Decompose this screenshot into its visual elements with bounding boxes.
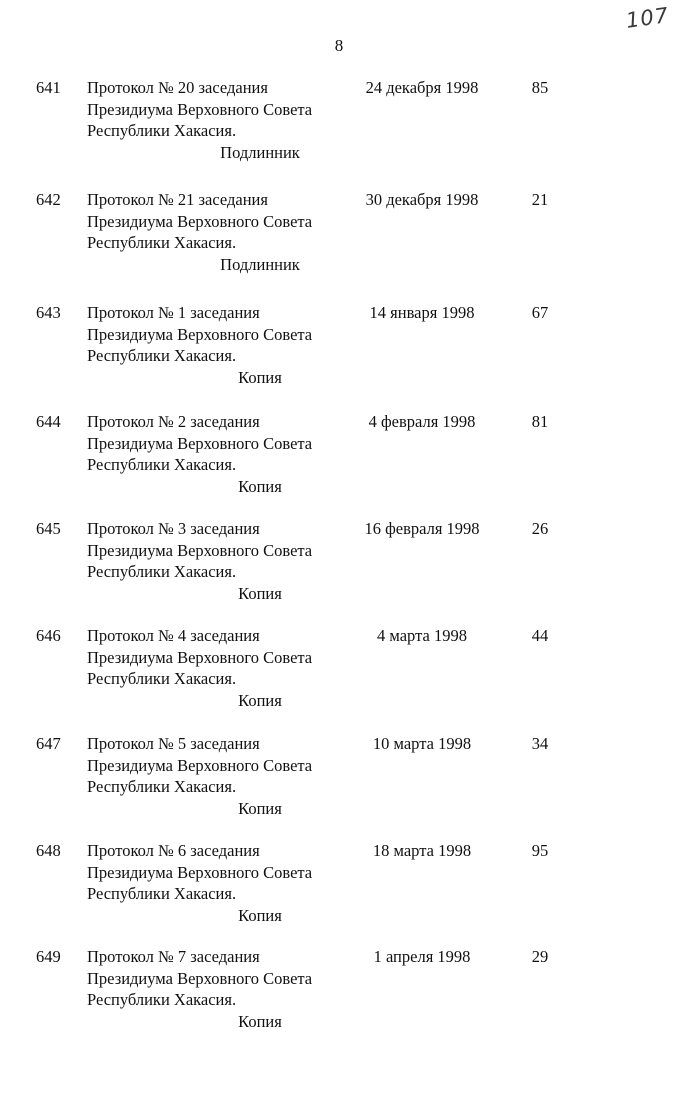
entry-number: 644 xyxy=(36,412,61,431)
entry-status: Копия xyxy=(238,690,282,710)
entry-title xyxy=(87,625,349,690)
entry-status: Копия xyxy=(238,476,282,496)
entry-title-line: Республики Хакасия. xyxy=(87,346,237,365)
entry-date: 16 февраля 1998 xyxy=(364,519,480,538)
entry-date: 18 марта 1998 xyxy=(372,841,472,860)
document-entry xyxy=(0,411,700,511)
handwritten-sheet-number: 107 xyxy=(624,3,671,33)
entry-title-line: Протокол № 6 заседания xyxy=(87,841,260,860)
entry-number: 643 xyxy=(36,303,61,322)
document-entry xyxy=(0,733,700,833)
entry-title xyxy=(87,518,349,583)
entry-sheet-count: 85 xyxy=(531,78,549,97)
entry-title-line: Республики Хакасия. xyxy=(87,777,237,796)
entry-number: 647 xyxy=(36,734,61,753)
entry-title-line: Республики Хакасия. xyxy=(87,562,237,581)
document-entry xyxy=(0,302,700,402)
entry-title-line: Президиума Верховного Совета xyxy=(87,862,313,882)
entry-status: Копия xyxy=(238,367,282,387)
document-entry xyxy=(0,518,700,618)
entry-title xyxy=(87,840,349,905)
page-number: 8 xyxy=(334,36,344,55)
entry-title-line: Протокол № 4 заседания xyxy=(87,626,260,645)
entry-number: 648 xyxy=(36,841,61,860)
entry-title-line: Протокол № 3 заседания xyxy=(87,519,260,538)
document-entry xyxy=(0,625,700,725)
entry-date: 10 марта 1998 xyxy=(372,734,472,753)
entry-sheet-count: 29 xyxy=(531,947,549,966)
entry-sheet-count: 95 xyxy=(531,841,549,860)
entry-number: 642 xyxy=(36,190,61,209)
entry-title xyxy=(87,733,349,798)
entry-sheet-count: 44 xyxy=(531,626,549,645)
document-entry xyxy=(0,840,700,940)
entry-title-line: Республики Хакасия. xyxy=(87,233,237,252)
entry-number: 646 xyxy=(36,626,61,645)
entry-title xyxy=(87,411,349,476)
entry-status: Копия xyxy=(238,798,282,818)
entry-title-line: Президиума Верховного Совета xyxy=(87,647,313,667)
entry-title-line: Президиума Верховного Совета xyxy=(87,211,313,231)
entry-title xyxy=(87,189,349,254)
entry-title-line: Республики Хакасия. xyxy=(87,884,237,903)
entry-title xyxy=(87,946,349,1011)
entry-date: 4 февраля 1998 xyxy=(368,412,476,431)
entry-title-line: Республики Хакасия. xyxy=(87,990,237,1009)
entry-title-line: Протокол № 20 заседания xyxy=(87,78,268,97)
entry-status: Копия xyxy=(238,1011,282,1031)
entry-sheet-count: 26 xyxy=(531,519,549,538)
entry-date: 30 декабря 1998 xyxy=(365,190,479,209)
entry-status: Копия xyxy=(238,905,282,925)
document-entry xyxy=(0,189,700,289)
document-entry xyxy=(0,77,700,177)
entry-title-line: Президиума Верховного Совета xyxy=(87,540,313,560)
entry-title-line: Республики Хакасия. xyxy=(87,121,237,140)
entry-number: 645 xyxy=(36,519,61,538)
entry-sheet-count: 34 xyxy=(531,734,549,753)
entry-date: 14 января 1998 xyxy=(369,303,475,322)
entry-title-line: Президиума Верховного Совета xyxy=(87,433,313,453)
entry-number: 649 xyxy=(36,947,61,966)
entry-title-line: Протокол № 7 заседания xyxy=(87,947,260,966)
entry-status: Подлинник xyxy=(220,142,300,162)
entry-title xyxy=(87,77,349,142)
entry-sheet-count: 81 xyxy=(531,412,549,431)
entry-title xyxy=(87,302,349,367)
entry-title-line: Президиума Верховного Совета xyxy=(87,968,313,988)
entry-title-line: Президиума Верховного Совета xyxy=(87,755,313,775)
entry-number: 641 xyxy=(36,78,61,97)
entry-title-line: Протокол № 5 заседания xyxy=(87,734,260,753)
entry-title-line: Республики Хакасия. xyxy=(87,669,237,688)
entry-title-line: Президиума Верховного Совета xyxy=(87,99,313,119)
entry-title-line: Протокол № 1 заседания xyxy=(87,303,260,322)
entry-title-line: Протокол № 21 заседания xyxy=(87,190,268,209)
entry-status: Подлинник xyxy=(220,254,300,274)
entry-date: 24 декабря 1998 xyxy=(365,78,479,97)
entry-title-line: Республики Хакасия. xyxy=(87,455,237,474)
entry-sheet-count: 67 xyxy=(531,303,549,322)
entry-title-line: Президиума Верховного Совета xyxy=(87,324,313,344)
entry-title-line: Протокол № 2 заседания xyxy=(87,412,260,431)
entry-date: 4 марта 1998 xyxy=(377,626,467,645)
entry-date: 1 апреля 1998 xyxy=(373,947,471,966)
document-entry xyxy=(0,946,700,1046)
entry-status: Копия xyxy=(238,583,282,603)
entry-sheet-count: 21 xyxy=(531,190,549,209)
